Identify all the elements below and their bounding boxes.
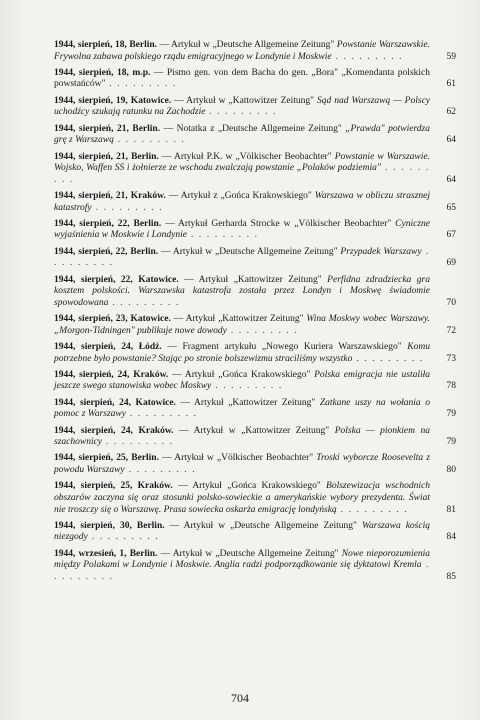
toc-entry [54,68,456,91]
entry-date-place: 1944, sierpień, 24, Kraków. [54,425,174,436]
dot-leader: . . . . . . . . . [187,230,259,241]
entry-description: — Artykuł w „Deutsche Allgemeine Zeitung" [158,246,341,257]
toc-entry [54,124,456,147]
entry-title: Warszawa kością niezgody [54,520,430,543]
entry-date-place: 1944, sierpień, 21, Berlin. [54,151,159,162]
entry-title: Cyniczne wyjaśnienia w Moskwie i Londynie [54,218,430,241]
dot-leader: . . . . . . . . . [91,202,164,213]
dot-leader: . . . . . . . . . [336,504,409,515]
entry-page-number: 81 [446,504,456,515]
dot-leader: . . . . . . . . . [54,246,430,269]
dot-leader: . . . . . . . . . [105,79,177,90]
entry-title: Polska emigracja nie ustaliła jeszcze swego stanowiska wobec Moskwy [54,369,430,392]
entry-date-place: 1944, sierpień, 25, Berlin. [54,453,159,464]
toc-entry [54,481,456,516]
entry-description: — Artykuł w „Völkischer Beobachter" [158,453,317,464]
entry-description: — Artykuł „Gońca Krakowskiego" [172,481,327,492]
toc-entry [54,191,456,214]
entry-page-number: 59 [446,51,456,62]
entry-title: Wina Moskwy wobec Warszawy. „Morgon-Tidningen" publikuje nowe dowody [54,314,430,336]
entry-description: — Artykuł Gerharda Strocke w „Völkischer Beobachter" [161,218,396,229]
toc-entry [54,426,456,449]
toc-entry [54,549,456,584]
entry-title: Zatkane uszy na wołania o pomoc z Warszawy [54,397,430,420]
entry-page-number: 73 [446,353,456,364]
entry-page-number: 61 [446,79,456,90]
dot-leader: . . . . . . . . . [205,107,278,118]
entry-date-place: 1944, sierpień, 30, Berlin. [54,520,165,531]
entry-page-number: 85 [446,571,456,582]
entry-date-place: 1944, sierpień, 24, Katowice. [54,397,176,408]
entry-page-number: 64 [446,174,456,185]
entry-page-number: 78 [446,381,456,392]
entry-description: — Fragment artykułu „Nowego Kuriera Warszawskiego" [161,341,408,352]
dot-leader: . . . . . . . . . [124,465,197,476]
entry-title: Nowe nieporozumienia między Polakami w Londynie i Moskwie. Anglia radzi podporządkowanie się dyktatowi Kremla [54,548,430,571]
dot-leader: . . . . . . . . . [108,297,180,308]
entry-description: — Artykuł „Kattowitzer Zeitung" [175,397,320,408]
entry-date-place: 1944, sierpień, 22, Berlin. [54,218,162,229]
entry-description: — Artykuł w „Deutsche Allgemeine Zeitung" [157,40,337,50]
toc-entry [54,314,456,337]
toc-entry [54,152,456,187]
toc-entry [54,370,456,393]
dot-leader: . . . . . . . . . [211,381,283,392]
entry-description: — Artykuł w „Kattowitzer Zeitung" [173,425,335,436]
toc-entry [54,342,456,365]
entry-date-place: 1944, sierpień, 24, Łódź. [54,341,162,352]
entry-date-place: 1944, sierpień, 25, Kraków. [54,481,173,492]
entry-title: Sąd nad Warszawą — Polscy uchodźcy szukają ratunku na Zachodzie [54,95,431,118]
entry-title: Warszawa w obliczu strasznej katastrofy [54,190,431,213]
entry-description: — Artykuł „Kattowitzer Zeitung" [178,274,328,285]
toc-entry [54,398,456,421]
dot-leader: . . . . . . . . . [331,51,404,62]
entry-description: — Notatka z „Deutsche Allgemeine Zeitung" [160,123,346,134]
entry-title: Przypadek Warszawy [340,246,422,257]
entry-title: Komu potrzebne było powstanie? Stając po stronie bolszewizmu straciliśmy wszystko [54,341,430,364]
toc-entry [54,247,456,270]
entry-title: Powstanie Warszawskie. Frywolna zabawa polskiego rządu emigracyjnego w Londynie i Moskwie [54,40,430,62]
entry-page-number: 67 [446,230,456,241]
entry-description: — Pismo gen. von dem Bacha do gen. „Bora" „Komendanta polskich powstańców" [54,67,430,90]
entry-date-place: 1944, sierpień, 19, Katowice. [54,95,172,106]
entry-description: — Artykuł w „Deutsche Allgemeine Zeitung" [157,548,342,559]
entry-page-number: 80 [446,465,456,476]
dot-leader: . . . . . . . . . [102,437,174,448]
entry-title: Powstanie w Warszawie. Wojsko, Waffen SS i żołnierze ze wschodu zwalczają powstanie „Polaków podziemia" [54,151,431,174]
entry-date-place: 1944, sierpień, 24, Kraków. [54,369,169,380]
dot-leader: . . . . . . . . . [54,560,430,582]
entry-page-number: 65 [446,202,456,213]
entry-description: — Artykuł „Gońca Krakowskiego" [168,369,315,380]
entry-date-place: 1944, sierpień, 21, Kraków. [54,190,166,201]
entry-description: — Artykuł w „Kattowitzer Zeitung" [171,95,318,106]
page-number: 704 [231,691,249,705]
toc-entry [54,453,456,476]
dot-leader: . . . . . . . . . [87,532,160,543]
entry-page-number: 69 [446,258,456,269]
dot-leader: . . . . . . . . . [113,135,186,146]
dot-leader: . . . . . . . . . [54,163,430,185]
entry-description: — Artykuł w „Deutsche Allgemeine Zeitung" [164,520,362,531]
entry-description: — Artykuł z „Gońca Krakowskiego" [165,190,315,201]
toc-entry [54,96,456,119]
entry-page-number: 70 [446,297,456,308]
entry-title: Polska — pionkiem na szachownicy [54,425,430,448]
entry-page-number: 64 [446,135,456,146]
entry-description: — Artykuł P.K. w „Völkischer Beobachter" [158,151,335,162]
entry-page-number: 79 [446,437,456,448]
toc-entry [54,219,456,242]
entry-page-number: 72 [446,325,456,336]
toc-entry [54,521,456,544]
entry-date-place: 1944, sierpień, 22, Katowice. [54,274,179,285]
entry-date-place: 1944, wrzesień, 1, Berlin. [54,548,158,559]
toc-entry [54,275,456,310]
toc-entry [54,40,456,63]
entry-title: „Prawda" potwierdza grę z Warszawą [54,123,430,146]
entry-date-place: 1944, sierpień, 22, Berlin. [54,246,159,257]
entry-title: Bolszewizacja wschodnich obszarów zaczyna się oraz stosunki polsko-sowieckie a amerykańskie wybory prezydenta. Świat nie troszczy się o Warszawę. Prasa sowiecka oskarża emigrację londyńską [54,481,431,515]
entry-date-place: 1944, sierpień, 18, Berlin. [54,40,158,50]
dot-leader: . . . . . . . . . [352,353,424,364]
dot-leader: . . . . . . . . . [125,409,198,420]
entry-page-number: 84 [446,532,456,543]
entry-date-place: 1944, sierpień, 18, m.p. [54,67,151,78]
entry-date-place: 1944, sierpień, 21, Berlin. [54,123,161,134]
entry-date-place: 1944, sierpień, 23, Katowice. [54,314,171,325]
table-of-contents [54,40,456,588]
entry-page-number: 62 [446,107,456,118]
entry-title: Perfidna zdradziecka gra kosztem polskości. Warszawska katastrofa została przez Londyn i Moskwę świadomie spowodowana [54,274,430,308]
entry-description: — Artykuł „Kattowitzer Zeitung" [170,314,307,325]
entry-title: Troski wyborcze Roosevelta z powodu Warszawy [54,453,431,476]
dot-leader: . . . . . . . . . [226,325,299,336]
entry-page-number: 79 [446,409,456,420]
